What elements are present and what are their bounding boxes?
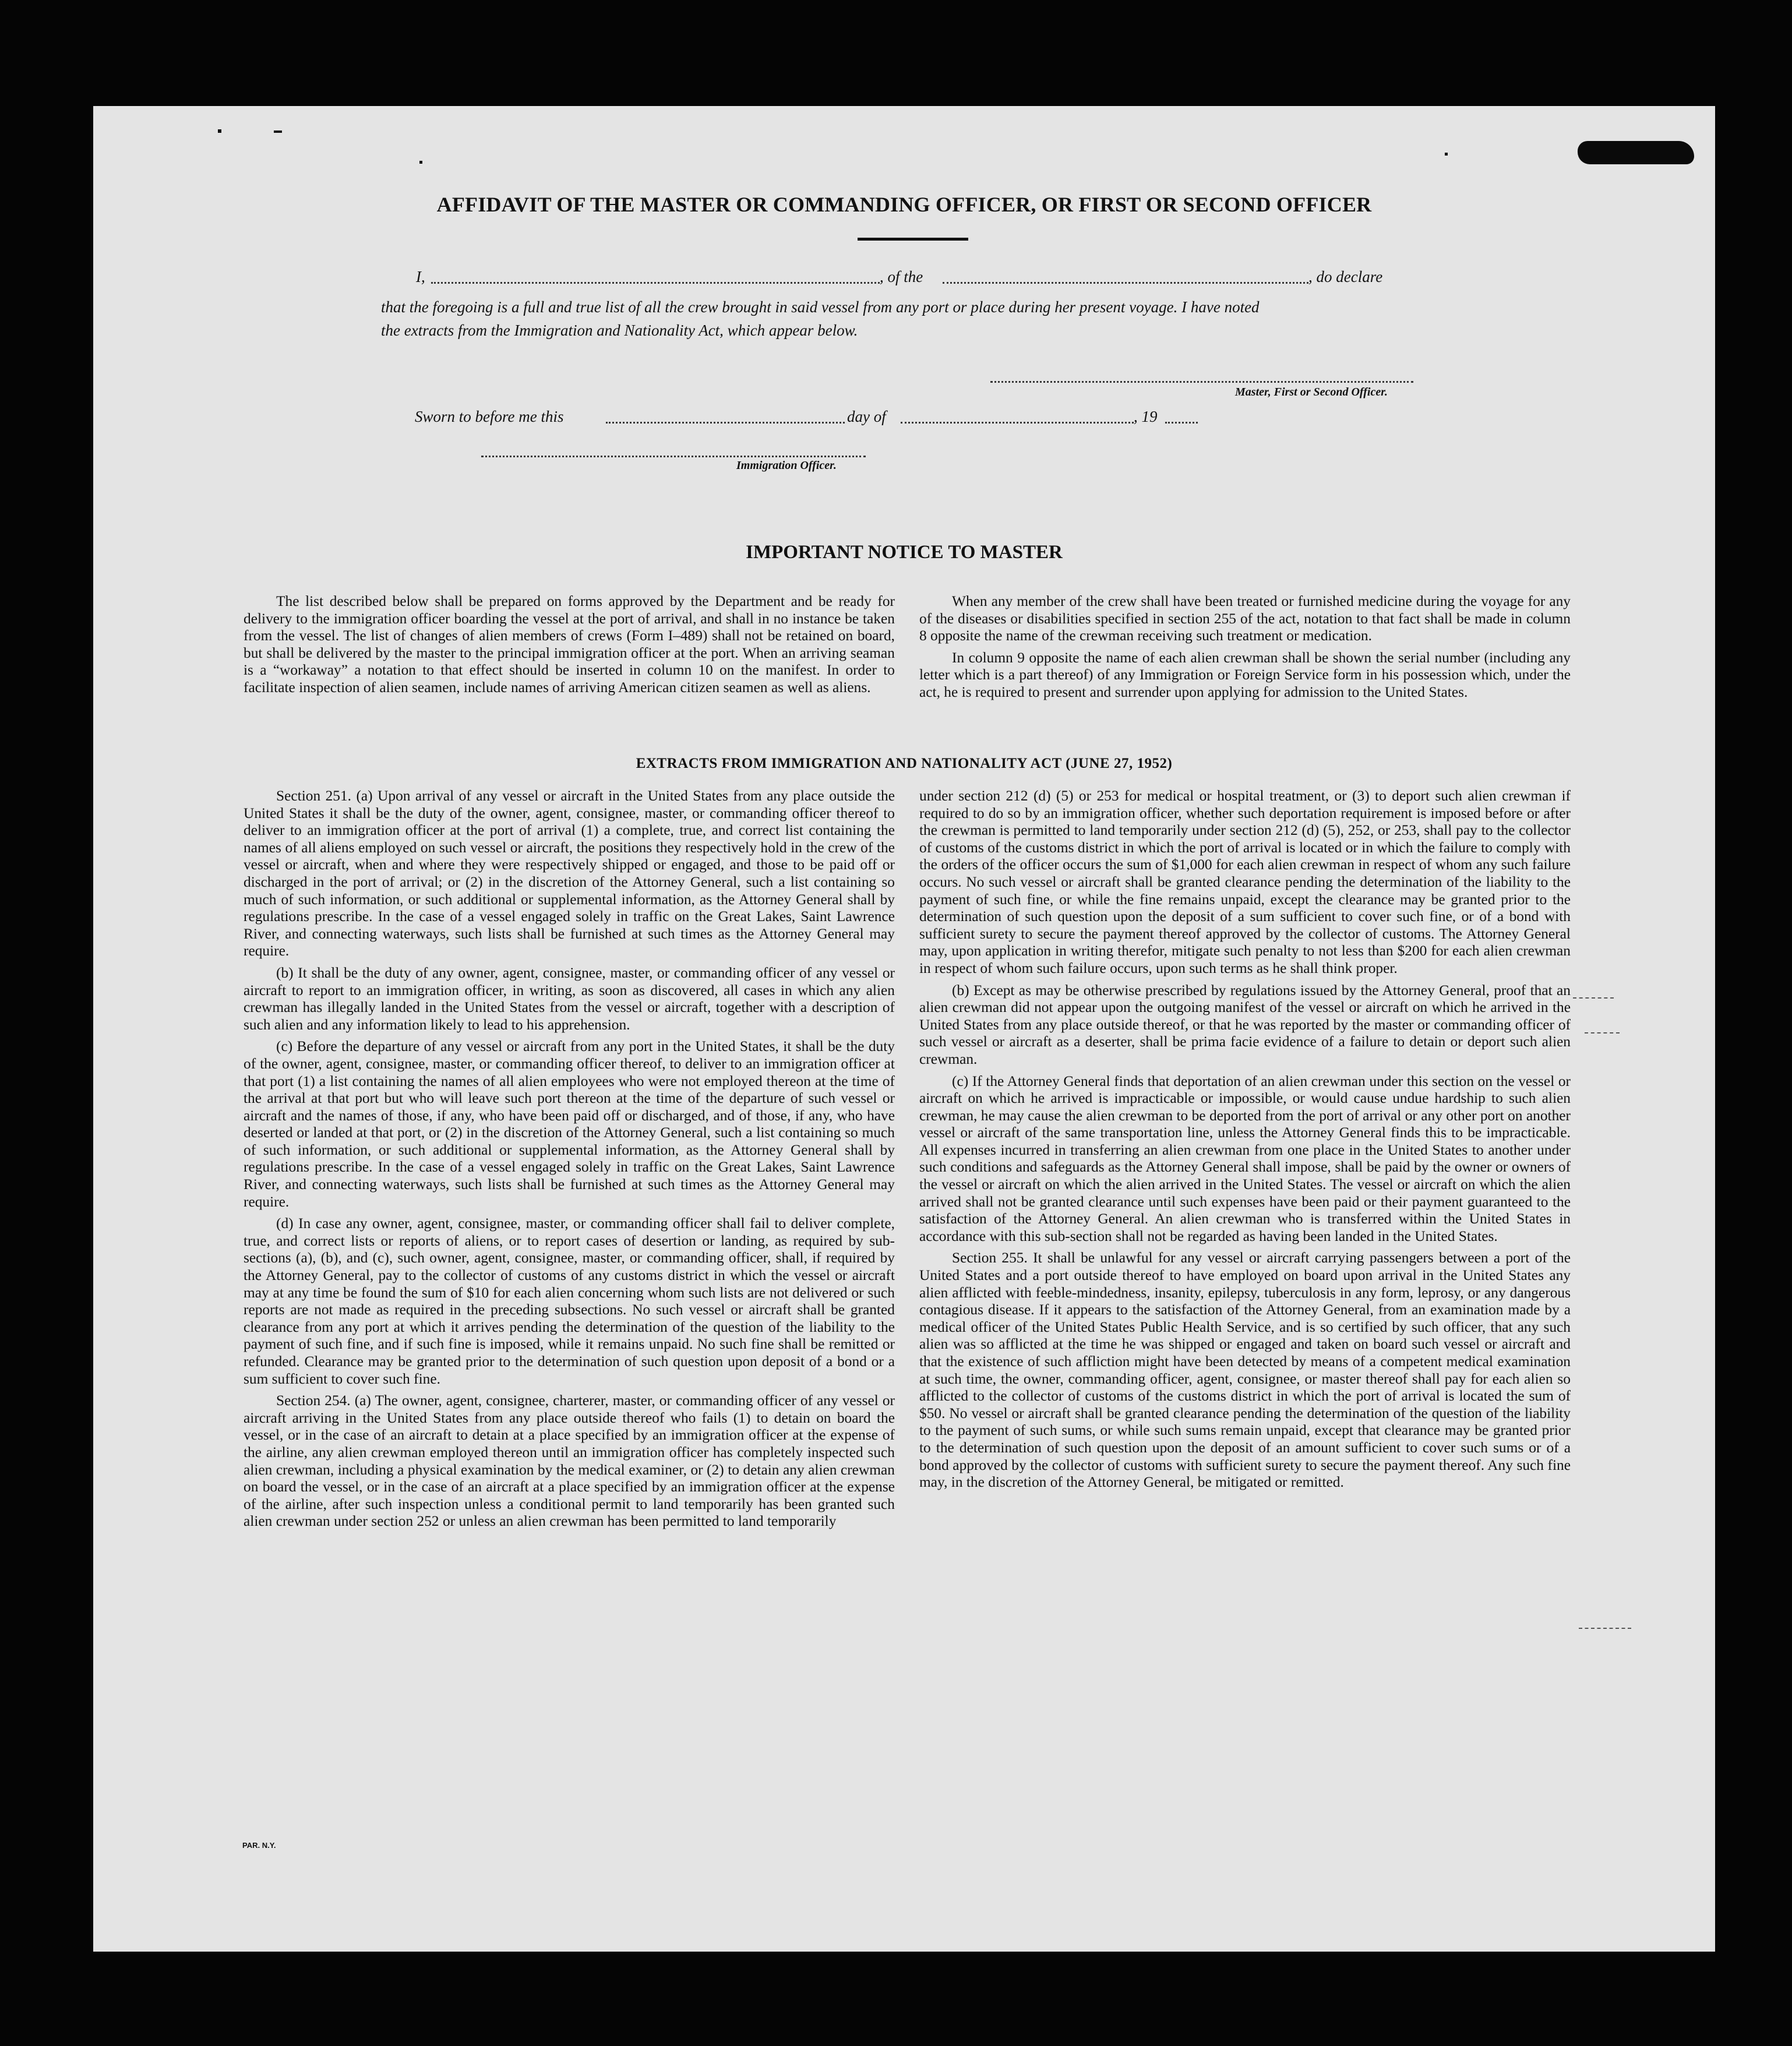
section-251-a: Section 251. (a) Upon arrival of any vessel or aircraft in the United States from any place outside the United States it shall be the duty of the owner, agent, consignee, master, or commanding officer thereof to deliver to an immigration officer at the port of arrival (1) a complete, true, and correct list containing the names of all aliens employed on such vessel or aircraft, the positions they respectively hold in the crew of the vessel or aircraft, when and where they were respectively shipped or engaged, and those to be paid off or discharged in the port of arrival; or (2) in the discretion of the Attorney General, such a list containing so much of such information, or such additional or supplemental information, as the Attorney General shall by regulations prescribe. In the case of a vessel engaged solely in traffic on the Great Lakes, Saint Lawrence River, and connecting waterways, such lists shall be furnished at such times as the Attorney General may require. <box>244 788 895 959</box>
scan-speck <box>419 161 422 164</box>
sworn-prefix-label: Sworn to before me this <box>415 408 564 425</box>
section-254-a: Section 254. (a) The owner, agent, consignee, charterer, master, or commanding officer of any vessel or aircraft arriving in the United States from any place outside thereof who fails (1) to detain on board the vessel, or in the case of an aircraft to detain at a place specified by an immigration officer at the expense of the airline, any alien crewman employed thereon until an immigration officer has completely inspected such alien crewman, including a physical examination by the medical examiner, or (2) to detain any alien crewman on board the vessel, or in the case of an aircraft at a place specified by an immigration officer at the expense of the airline, after such inspection unless a conditional permit to land temporarily has been granted such alien crewman under section 252 or unless an alien crewman has been permitted to land temporarily <box>244 1392 895 1530</box>
notice-title: IMPORTANT NOTICE TO MASTER <box>746 542 1063 563</box>
sworn-year-label: , 19 <box>1134 408 1158 425</box>
notice-right-paragraph: In column 9 opposite the name of each alien crewman shall be shown the serial number (including any letter which is a part thereof) of any Immigration or Foreign Service form in his possession which, under the act, he is required to present and surrender upon applying for admission to the United States. <box>919 649 1571 700</box>
notice-right-paragraph: When any member of the crew shall have been treated or furnished medicine during the voyage for any of the diseases or disabilities specified in section 255 of the act, notation to that fact shall be made in column 8 opposite the name of the crewman receiving such treatment or medication. <box>919 593 1571 644</box>
section-254-a-continued: under section 212 (d) (5) or 253 for medical or hospital treatment, or (3) to deport such alien crewman if required to do so by an immigration officer, whether such deportation requirement is imposed before or after the crewman is permitted to land temporarily under section 212 (d) (5), 252, or 253, shall pay to the collector of customs of the customs district in which the port of arrival is located or in which the failure to comply with the orders of the officer occurs the sum of $1,000 for each alien crewman in respect of whom any such failure occurs. No such vessel or aircraft shall be granted clearance pending the determination of the liability to the payment of such fine, or while the fine remains unpaid, except the clearance may be granted prior to the determination of such question upon the deposit of a sum sufficient to cover such fine, or of a bond with sufficient surety to secure the payment thereof approved by the collector of customs. The Attorney General may, upon application in writing therefor, mitigate such penalty to not less than $200 for each alien crewman in respect of whom such failure occurs, upon such terms as he shall think proper. <box>919 788 1571 976</box>
sworn-day-field[interactable] <box>606 422 845 424</box>
master-signature-caption: Master, First or Second Officer. <box>1235 386 1388 398</box>
sworn-day-of-label: day of <box>847 408 886 425</box>
extracts-left-column <box>244 788 895 1535</box>
scan-speck <box>218 129 221 133</box>
declare-of-the-label: , of the <box>880 268 923 285</box>
printer-code: PAR. N.Y. <box>242 1841 276 1850</box>
margin-mark <box>1585 1032 1620 1033</box>
extracts-title: EXTRACTS FROM IMMIGRATION AND NATIONALITY ACT (JUNE 27, 1952) <box>636 756 1173 771</box>
immigration-officer-caption: Immigration Officer. <box>736 459 837 472</box>
master-signature-field[interactable] <box>990 381 1413 383</box>
declaration-line-2: that the foregoing is a full and true list of all the crew brought in said vessel from any port or place during her present voyage. I have noted <box>381 298 1260 316</box>
notice-left-column <box>244 593 895 701</box>
declare-end-label: , do declare <box>1308 268 1383 285</box>
section-255: Section 255. It shall be unlawful for any vessel or aircraft carrying passengers between a port of the United States and a port outside thereof to have employed on board upon arrival in the United States any alien afflicted with feeble-mindedness, insanity, epilepsy, tuberculosis in any form, leprosy, or any dangerous contagious disease. If it appears to the satisfaction of the Attorney General, from an examination made by a medical officer of the United States Public Health Service, and is so certified by such officer, that any such alien was so afflicted at the time he was shipped or engaged and taken on board such vessel or aircraft and that the existence of such affliction might have been detected by means of a competent medical examination at such time, the owner, commanding officer, agent, consignee, or master thereof shall pay for each alien so afflicted to the collector of customs of the customs district in which the port of arrival is located the sum of $50. No vessel or aircraft shall be granted clearance pending the determination of the question of the liability to the payment of such sums, or while such sums remain unpaid, except that clearance may be granted prior to the determination of such question upon the deposit of an amount sufficient to cover such sums or of a bond approved by the collector of customs with sufficient surety to secure the payment thereof. Any such fine may, in the discretion of the Attorney General, be mitigated or remitted. <box>919 1250 1571 1491</box>
notice-right-column <box>919 593 1571 706</box>
declaration-line-3: the extracts from the Immigration and Nationality Act, which appear below. <box>381 322 858 339</box>
title-underline <box>858 238 968 241</box>
section-251-c: (c) Before the departure of any vessel or aircraft from any port in the United States, it shall be the duty of the owner, agent, consignee, master, or commanding officer thereof, to deliver to an immigration officer at that port (1) a list containing the names of all alien employees who were not employed thereon at the time of the arrival at that port but who will leave such port thereon at the time of the departure of such vessel or aircraft and the names of those, if any, who have been paid off or discharged, and of those, if any, who have deserted or landed at that port, or (2) in the discretion of the Attorney General, such a list containing so much of such information, or such additional or supplemental information, as the Attorney General shall by regulations prescribe. In the case of a vessel engaged solely in traffic on the Great Lakes, Saint Lawrence River, and connecting waterways, such lists shall be furnished at such times as the Attorney General may require. <box>244 1038 895 1210</box>
form-page <box>93 106 1715 1952</box>
section-254-b: (b) Except as may be otherwise prescribed by regulations issued by the Attorney General, proof that an alien crewman did not appear upon the outgoing manifest of the vessel or aircraft on which he arrived in the United States from any place outside thereof, or that he was reported by the master or commanding officer of such vessel or aircraft as a deserter, shall be prima facie evidence of a failure to detain or deport such alien crewman. <box>919 982 1571 1067</box>
affidavit-title: AFFIDAVIT OF THE MASTER OR COMMANDING OFFICER, OR FIRST OR SECOND OFFICER <box>436 193 1372 216</box>
section-251-b: (b) It shall be the duty of any owner, agent, consignee, master, or commanding officer of any vessel or aircraft to report to an immigration officer, in writing, as soon as discovered, all cases in which any alien crewman has illegally landed in the United States from the vessel or aircraft, together with a description of such alien and any information likely to lead to his apprehension. <box>244 964 895 1033</box>
immigration-officer-signature-field[interactable] <box>481 456 866 457</box>
ink-smudge <box>1578 141 1694 164</box>
extracts-right-column <box>919 788 1571 1496</box>
margin-mark <box>1573 997 1614 999</box>
scan-speck <box>1445 153 1448 156</box>
margin-mark <box>1579 1628 1631 1629</box>
notice-left-paragraph: The list described below shall be prepared on forms approved by the Department and be ready for delivery to the immigration officer boarding the vessel at the port of arrival, and shall in no instance be taken from the vessel. The list of changes of alien members of crews (Form I–489) shall not be retained on board, but shall be delivered by the master to the principal immigration officer at the port. When an arriving seaman is a “workaway” a notation to that effect should be inserted in column 10 on the manifest. In order to facilitate inspection of alien seamen, include names of arriving American citizen seamen as well as aliens. <box>244 593 895 696</box>
declarant-name-field[interactable] <box>431 282 880 284</box>
section-254-c: (c) If the Attorney General finds that deportation of an alien crewman under this section on the vessel or aircraft on which he arrived is impracticable or impossible, or would cause undue hardship to such alien crewman, he may cause the alien crewman to be deported from the port of arrival or any other port on another vessel or aircraft of the same transportation line, unless the Attorney General finds this to be impracticable. All expenses incurred in transferring an alien crewman from one place in the United States to another under such conditions and safeguards as the Attorney General shall impose, shall be paid by the owner or owners of the vessel or aircraft on which the alien arrived in the United States. The vessel or aircraft on which the alien arrived shall not be granted clearance until such expenses have been paid or their payment guaranteed to the satisfaction of the Attorney General. An alien crewman who is transferred within the United States in accordance with this sub-section shall not be regarded as having been landed in the United States. <box>919 1073 1571 1244</box>
sworn-year-field[interactable] <box>1165 422 1198 424</box>
sworn-month-field[interactable] <box>901 422 1134 424</box>
declare-i-label: I, <box>416 268 425 285</box>
section-251-d: (d) In case any owner, agent, consignee, master, or commanding officer shall fail to deliver complete, true, and correct lists or reports of aliens, or to report cases of desertion or landing, as required by sub-sections (a), (b), and (c), such owner, agent, consignee, master, or commanding officer, shall, if required by the Attorney General, pay to the collector of customs of any customs district in which the vessel or aircraft may at any time be found the sum of $10 for each alien concerning whom such lists are not delivered or such reports are not made as required in the preceding subsections. No such vessel or aircraft shall be granted clearance from any port at which it arrives pending the determination of the question of the liability to the payment of such fine, and if such fine is imposed, while it remains unpaid. No such fine shall be remitted or refunded. Clearance may be granted prior to the determination of such question upon deposit of a bond or a sum sufficient to cover such fine. <box>244 1215 895 1387</box>
vessel-name-field[interactable] <box>943 282 1308 284</box>
scan-speck <box>274 130 282 133</box>
